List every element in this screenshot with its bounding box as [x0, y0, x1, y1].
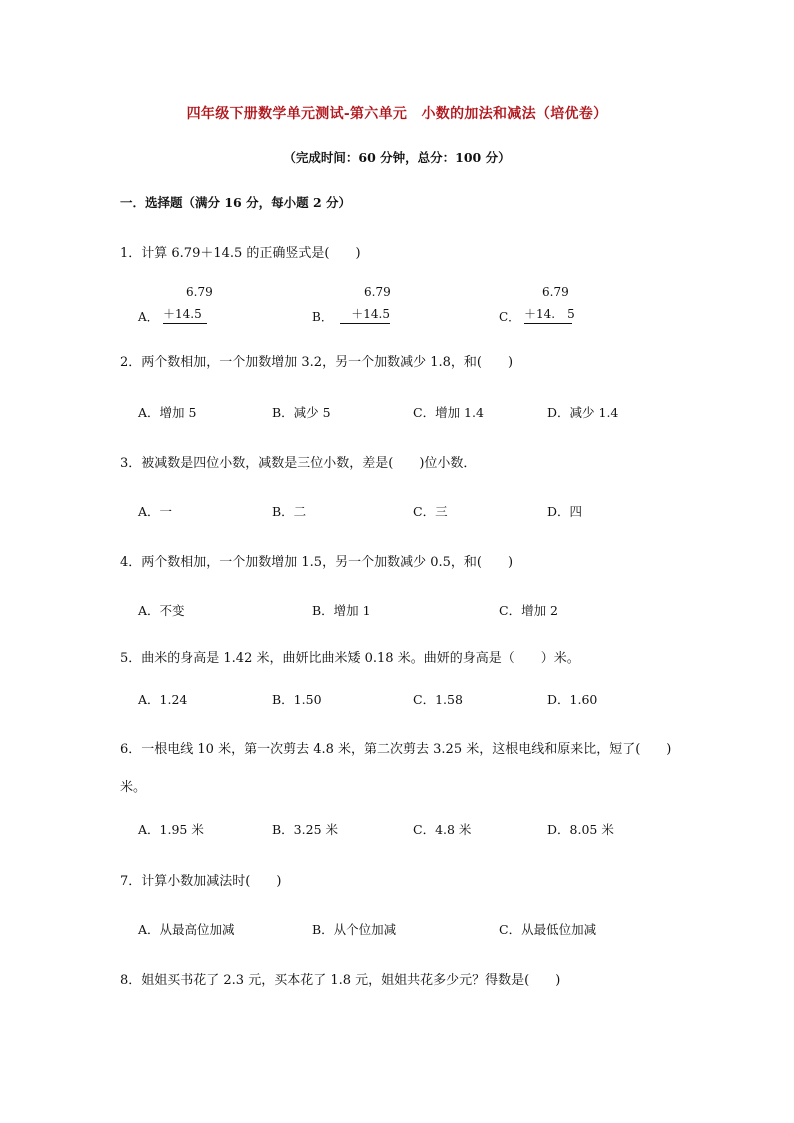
q1-option-a-letter: A．: [138, 310, 159, 324]
section-heading: 一．选择题（满分 16 分，每小题 2 分）: [120, 195, 352, 210]
q3-option-b: B．二: [272, 504, 307, 519]
q7-option-c: C．从最低位加减: [499, 922, 597, 937]
q1-option-b-top: 6.79: [364, 285, 391, 299]
q2-option-c: C．增加 1.4: [413, 405, 484, 420]
q1-option-b-letter: B．: [312, 310, 333, 324]
q1-option-b-bottom: ＋14.5: [340, 305, 390, 324]
q4-option-b: B．增加 1: [312, 603, 371, 618]
q7-option-a: A．从最高位加减: [138, 922, 235, 937]
q4-option-a: A．不变: [138, 603, 185, 618]
q5-option-d: D．1.60: [547, 692, 598, 707]
q5-option-a: A．1.24: [138, 692, 188, 707]
q1-option-a-bottom: ＋14.5: [163, 305, 207, 324]
question-4-stem: 4．两个数相加，一个加数增加 1.5，另一个加数减少 0.5，和( ): [120, 555, 514, 570]
document-subtitle: （完成时间：60 分钟，总分：100 分）: [283, 150, 511, 165]
q1-option-c-letter: C．: [499, 310, 521, 324]
question-8-stem: 8．姐姐买书花了 2.3 元，买本花了 1.8 元，姐姐共花多少元？得数是( ): [120, 973, 561, 988]
q1-option-c: [499, 285, 589, 327]
q3-option-a: A．一: [138, 504, 173, 519]
q6-option-b: B．3.25 米: [272, 822, 338, 837]
question-6-stem-line1: 6．一根电线 10 米，第一次剪去 4.8 米，第二次剪去 3.25 米，这根电线和原来比，短了( ): [120, 742, 672, 757]
q6-option-d: D．8.05 米: [547, 822, 614, 837]
question-5-stem: 5．曲米的身高是 1.42 米，曲妍比曲米矮 0.18 米。曲妍的身高是（ ）米。: [120, 651, 580, 666]
q6-option-a: A．1.95 米: [138, 822, 204, 837]
question-7-stem: 7．计算小数加减法时( ): [120, 874, 282, 889]
q1-option-a: [138, 285, 228, 327]
q4-option-c: C．增加 2: [499, 603, 558, 618]
q5-option-c: C．1.58: [413, 692, 463, 707]
q1-option-b: [312, 285, 402, 327]
q1-option-c-bottom: ＋14. 5: [524, 305, 572, 324]
q2-option-a: A．增加 5: [138, 405, 197, 420]
q1-option-c-top: 6.79: [542, 285, 569, 299]
q2-option-b: B．减少 5: [272, 405, 331, 420]
q1-option-a-top: 6.79: [186, 285, 213, 299]
q5-option-b: B．1.50: [272, 692, 322, 707]
q2-option-d: D．减少 1.4: [547, 405, 619, 420]
q6-option-c: C．4.8 米: [413, 822, 472, 837]
question-1-stem: 1．计算 6.79＋14.5 的正确竖式是( ): [120, 246, 361, 261]
question-2-stem: 2．两个数相加，一个加数增加 3.2，另一个加数减少 1.8，和( ): [120, 355, 514, 370]
q7-option-b: B．从个位加减: [312, 922, 397, 937]
question-6-stem-line2: 米。: [120, 780, 147, 795]
q3-option-c: C．三: [413, 504, 448, 519]
document-title: 四年级下册数学单元测试-第六单元 小数的加法和减法（培优卷）: [186, 106, 608, 122]
q3-option-d: D．四: [547, 504, 583, 519]
question-3-stem: 3．被减数是四位小数，减数是三位小数，差是( )位小数．: [120, 456, 477, 471]
